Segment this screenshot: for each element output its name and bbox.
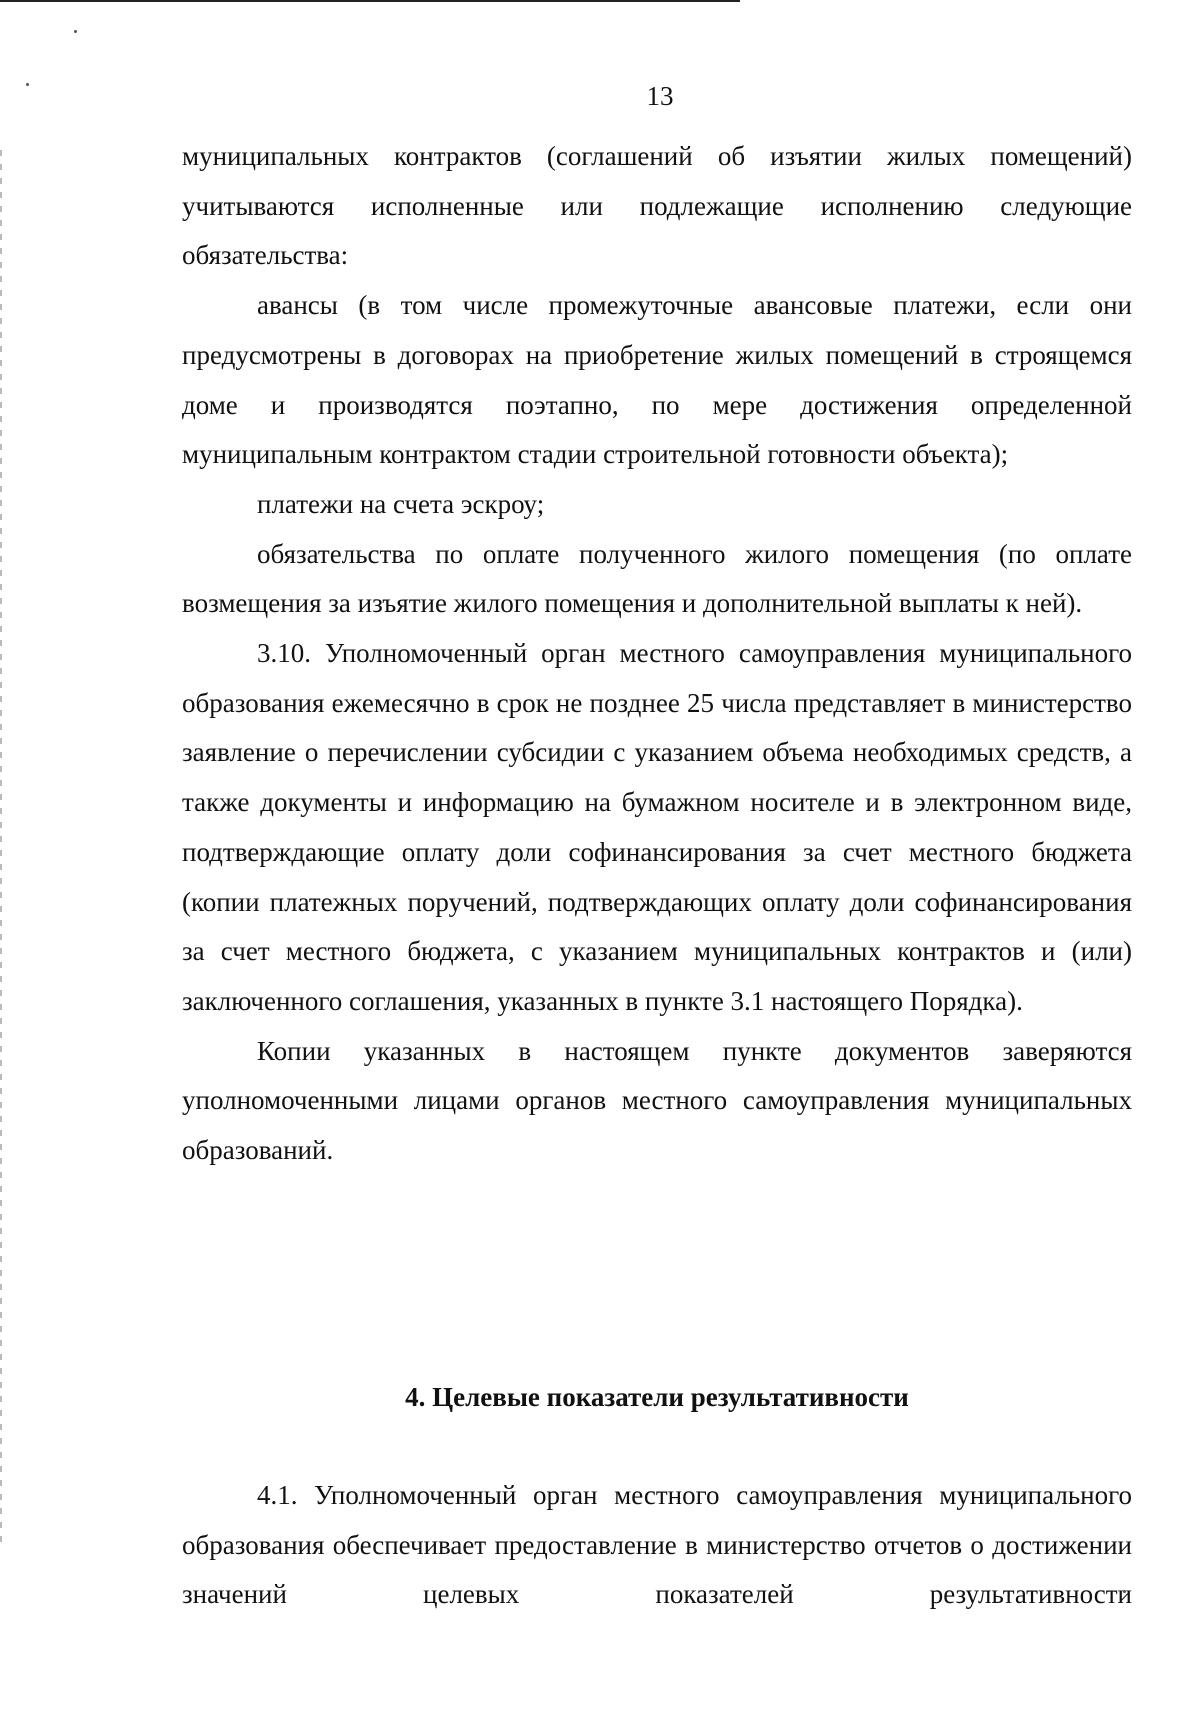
- scan-speck: [74, 30, 77, 33]
- paragraph-copies: Копии указанных в настоящем пункте документов заверяются уполномоченными лицами органов местного самоуправления муниципальных образований.: [182, 1035, 1132, 1166]
- paragraph-advances: авансы (в том числе промежуточные авансовые платежи, если они предусмотрены в договорах на приобретение жилых помещений в строящемся доме и производятся поэтапно, по мере достижения определенной муниципальным контрактом стадии строительной готовности объекта);: [182, 290, 1132, 470]
- section-heading: 4. Целевые показатели результативности: [405, 1382, 909, 1412]
- scan-left-edge: [0, 150, 2, 1550]
- paragraph-escrow: платежи на счета эскроу;: [257, 488, 545, 519]
- paragraph-contract-obligations: муниципальных контрактов (соглашений об изъятии жилых помещений) учитываются исполненные или подлежащие исполнению следующие обязательства:: [182, 141, 1132, 271]
- paragraph-3-10: 3.10. Уполномоченный орган местного самоуправления муниципального образования ежемесячно в срок не позднее 25 числа представляет в министерство заявление о перечислении субсидии с указанием объема необходимых средств, а также документы и информацию на бумажном носителе и в электронном виде, подтверждающие оплату доли софинансирования за счет местного бюджета (копии платежных поручений, подтверждающих оплату доли софинансирования за счет местного бюджета, с указанием муниципальных контрактов и (или) заключенного соглашения, указанных в пункте 3.1 настоящего Порядка).: [182, 638, 1132, 1016]
- section-4-body: [182, 1471, 1132, 1620]
- document-body: [182, 132, 1132, 1176]
- paragraph-payment-obligations: обязательства по оплате полученного жилого помещения (по оплате возмещения за изъятие жилого помещения и дополнительной выплаты к ней).: [182, 538, 1132, 619]
- paragraph-4-1: 4.1. Уполномоченный орган местного самоуправления муниципального образования обеспечивает предоставление в министерство отчетов о достижении значений целевых показателей результативности: [182, 1480, 1132, 1610]
- page-number: 13: [646, 81, 674, 111]
- scan-top-rule: [0, 0, 740, 2]
